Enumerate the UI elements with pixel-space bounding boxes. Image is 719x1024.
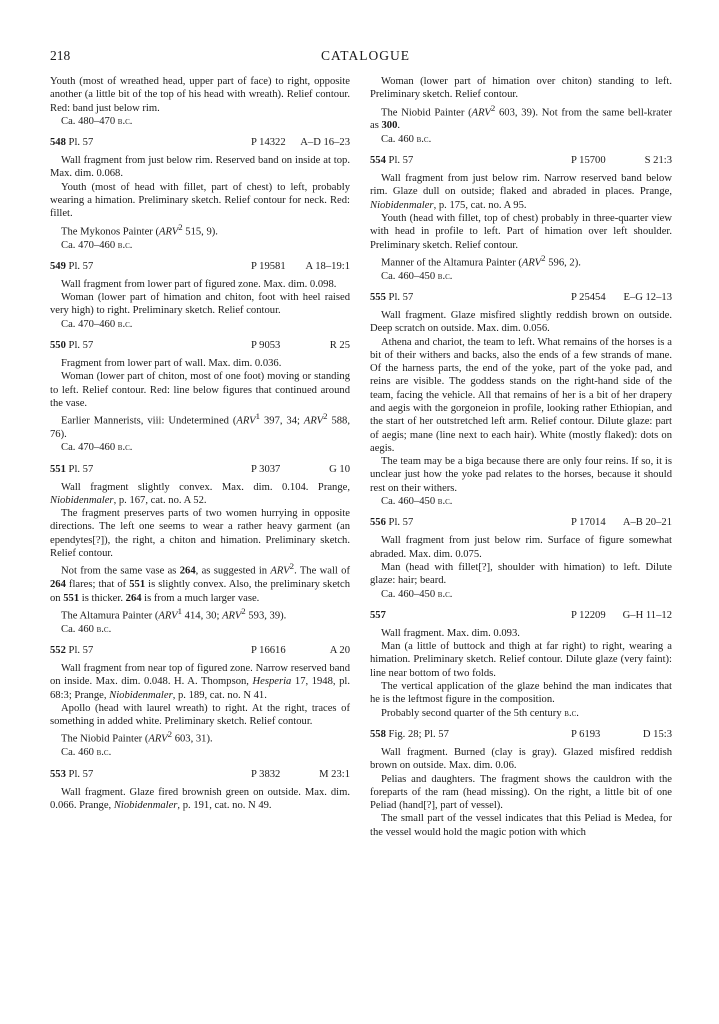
date: Ca. 460 b.c. xyxy=(381,133,432,145)
inventory-number: P 6193 xyxy=(571,728,601,740)
subject: Apollo (head with laurel wreath) to right. At the right, traces of something in added white. Preliminary sketch. Relief contour. xyxy=(50,702,350,728)
description: Wall fragment from lower part of figured zone. Max. dim. 0.098. xyxy=(61,278,337,290)
entry-547-continuation xyxy=(50,75,350,128)
page-number: 218 xyxy=(50,48,71,63)
subject: Youth (most of head with fillet, part of chest) to left, probably wearing a himation. Preliminary sketch. Relief contour for neck. Red: fillet. xyxy=(50,181,350,220)
attribution: The Altamura Painter (ARV$^1$ 414, 30; ARV$^2$ 593, 39). xyxy=(61,605,287,622)
inventory-number: P 12209 xyxy=(571,609,606,621)
entry-550 xyxy=(50,339,350,455)
plate-ref: Pl. 57 xyxy=(388,517,414,529)
subject: Athena and chariot, the team to left. What remains of the horses is a bit of their withers and backs, also the ends of a few strands of mane. Of the harness parts, the end of the yoke, part of the yoke pad, and reins are visible. The goddess stands on the right-hand side of the team, facing the vehicle. All that remains of her is a bit of her drapery and aegis with the gorgoneion in profile, looking rather Ethiopian, and the start of her outstretched left arm. Relief contour. Dilute glaze: part of aegis; mane (line next to each hair). White (mostly flaked): dots on aegis. xyxy=(370,336,672,454)
description: Wall fragment. Max. dim. 0.093. xyxy=(381,627,520,639)
entry-heading xyxy=(370,291,672,305)
plate-ref: Pl. 57 xyxy=(388,291,414,303)
commentary: The team may be a biga because there are only four reins. If so, it is unclear just how the yoke pad relates to the horses, because it should rest on their withers. xyxy=(370,456,672,494)
entry-552 xyxy=(50,644,350,760)
grid-ref: G 10 xyxy=(329,463,350,475)
description: Wall fragment. Glaze fired brownish green on outside. Max. dim. 0.066. Prange, Niobidenmaler, p. 191, cat. no. N 49. xyxy=(50,786,350,811)
plate-ref: Fig. 28; Pl. 57 xyxy=(388,728,449,740)
entry-heading xyxy=(370,609,672,623)
entry-554 xyxy=(370,154,672,283)
page-header xyxy=(50,48,681,70)
date: Ca. 460–450 b.c. xyxy=(381,588,453,600)
entry-heading xyxy=(370,728,672,742)
entry-number: 554 xyxy=(370,155,386,167)
grid-ref: A–D 16–23 xyxy=(300,137,350,149)
subject: Woman (lower part of chiton, most of one foot) moving or standing to left. Relief contour. Red: line below figures that continued around the vase. xyxy=(50,371,350,409)
entry-number: 553 xyxy=(50,768,66,780)
attribution: Manner of the Altamura Painter (ARV$^2$ 596, 2). xyxy=(381,252,581,269)
entry-heading xyxy=(50,463,350,477)
description: Wall fragment from just below rim. Reserved band on inside at top. Max. dim. 0.068. xyxy=(50,155,350,180)
left-column xyxy=(50,75,350,812)
date: Ca. 460–450 b.c. xyxy=(381,270,453,282)
grid-ref: E–G 12–13 xyxy=(623,291,672,303)
entry-548 xyxy=(50,136,350,252)
plate-ref: Pl. 57 xyxy=(68,137,94,149)
entry-heading xyxy=(50,644,350,658)
entry-number: 551 xyxy=(50,463,66,475)
grid-ref: M 23:1 xyxy=(319,768,350,780)
entry-heading xyxy=(50,136,350,150)
grid-ref: S 21:3 xyxy=(644,155,672,167)
entry-number: 552 xyxy=(50,644,66,656)
date: Ca. 460 b.c. xyxy=(61,747,112,759)
subject: Man (a little of buttock and thigh at far right) to right, wearing a himation. Preliminary sketch. Relief contour. Dilute glaze (very faint): line near bottom of two folds. xyxy=(370,641,672,679)
entry-number: 558 xyxy=(370,728,386,740)
entry-heading xyxy=(50,339,350,353)
entry-556 xyxy=(370,516,672,600)
grid-ref: R 25 xyxy=(329,339,350,351)
inventory-number: P 25454 xyxy=(571,291,606,303)
description: Youth (most of wreathed head, upper part of face) to right, opposite another (a little bit of the top of his head with wreath). Relief contour. Red: band just below rim. xyxy=(50,76,350,114)
inventory-number: P 16616 xyxy=(251,644,286,656)
inventory-number: P 15700 xyxy=(571,155,606,167)
date: Ca. 470–460 b.c. xyxy=(61,442,133,454)
entry-555 xyxy=(370,291,672,508)
inventory-number: P 3832 xyxy=(251,768,281,780)
plate-ref: Pl. 57 xyxy=(68,644,94,656)
grid-ref: D 15:3 xyxy=(642,728,672,740)
description: Wall fragment from just below rim. Surface of figure somewhat abraded. Max. dim. 0.075. xyxy=(370,535,672,560)
entry-551 xyxy=(50,463,350,636)
entry-heading xyxy=(50,768,350,782)
subject: Pelias and daughters. The fragment shows the cauldron with the foreparts of the ram (head missing). On the right, a little bit of one Peliad (hand[?], part of vessel). xyxy=(370,773,672,812)
right-column xyxy=(370,75,672,839)
description: Wall fragment from near top of figured zone. Narrow reserved band on inside. Max. dim. 0.048. H. A. Thompson, Hesperia 17, 1948, pl. 68:3; Prange, Niobidenmaler, p. 189, cat. no. N 41. xyxy=(50,662,350,701)
date: Ca. 470–460 b.c. xyxy=(61,239,133,251)
description: Fragment from lower part of wall. Max. dim. 0.036. xyxy=(61,357,282,369)
entry-heading xyxy=(50,260,350,274)
entry-heading xyxy=(370,154,672,168)
grid-ref: A–B 20–21 xyxy=(622,517,672,529)
grid-ref: A 18–19:1 xyxy=(305,260,350,272)
date: Ca. 480–470 b.c. xyxy=(61,115,133,127)
date: Ca. 460–450 b.c. xyxy=(381,496,453,508)
subject: Man (head with fillet[?], shoulder with himation) to left. Dilute glaze: hair; beard. xyxy=(370,561,672,587)
entry-557 xyxy=(370,609,672,720)
plate-ref: Pl. 57 xyxy=(388,155,414,167)
entry-number: 548 xyxy=(50,137,66,149)
grid-ref: A 20 xyxy=(329,644,350,656)
attribution: Earlier Mannerists, viii: Undetermined (ARV$^1$ 397, 34; ARV$^2$ 588, 76). xyxy=(50,411,350,440)
plate-ref: Pl. 57 xyxy=(68,339,94,351)
date: Ca. 470–460 b.c. xyxy=(61,318,133,330)
description: Wall fragment slightly convex. Max. dim. 0.104. Prange, Niobidenmaler, p. 167, cat. no. A 52. xyxy=(50,481,350,506)
plate-ref: Pl. 57 xyxy=(68,260,94,272)
description: Wall fragment from just below rim. Narrow reserved band below rim. Glaze dull on outside; flaked and abraded in places. Prange, Niobidenmaler, p. 175, cat. no. A 95. xyxy=(370,173,672,211)
grid-ref: G–H 11–12 xyxy=(622,609,672,621)
plate-ref: Pl. 57 xyxy=(68,463,94,475)
entry-553 xyxy=(50,768,350,813)
description: Wall fragment. Burned (clay is gray). Glazed misfired reddish brown on outside. Max. dim. 0.06. xyxy=(370,746,672,772)
entry-553-continuation xyxy=(370,75,672,146)
entry-number: 556 xyxy=(370,517,386,529)
subject: Youth (head with fillet, top of chest) probably in three-quarter view with head in profile to left. Part of himation over left shoulder. Preliminary sketch. Relief contour. xyxy=(370,212,672,251)
attribution: The Mykonos Painter (ARV$^2$ 515, 9). xyxy=(61,221,218,238)
subject: Woman (lower part of himation and chiton, foot with heel raised very high) to right. Preliminary sketch. Relief contour. xyxy=(50,292,350,317)
entry-number: 549 xyxy=(50,260,66,272)
plate-ref: Pl. 57 xyxy=(68,768,94,780)
entry-number: 550 xyxy=(50,339,66,351)
entry-number: 557 xyxy=(370,609,386,621)
inventory-number: P 9053 xyxy=(251,339,281,351)
entry-549 xyxy=(50,260,350,331)
attribution: The Niobid Painter (ARV$^2$ 603, 39). Not from the same bell-krater as 300. xyxy=(370,102,672,132)
commentary: The vertical application of the glaze behind the man indicates that he is the leftmost figure in the composition. xyxy=(370,681,672,706)
inventory-number: P 3037 xyxy=(251,463,281,475)
entry-number: 555 xyxy=(370,291,386,303)
description: Wall fragment. Glaze misfired slightly reddish brown on outside. Deep scratch on outside. Max. dim. 0.056. xyxy=(370,309,672,335)
subject: Woman (lower part of himation over chiton) standing to left. Preliminary sketch. Relief contour. xyxy=(370,76,672,101)
date: Ca. 460 b.c. xyxy=(61,623,112,635)
commentary: Not from the same vase as 264, as suggested in ARV$^2$. The wall of 264 flares; that of 551 is slightly convex. Also, the preliminary sketch on 551 is thicker. 264 is from a much larger vase. xyxy=(50,561,351,604)
entry-558 xyxy=(370,728,672,839)
inventory-number: P 19581 xyxy=(251,260,286,272)
inventory-number: P 14322 xyxy=(251,137,286,149)
commentary: The small part of the vessel indicates that this Peliad is Medea, for the vessel would hold the magic potion with which xyxy=(370,813,672,838)
entry-heading xyxy=(370,516,672,530)
subject: The fragment preserves parts of two women hurrying in opposite directions. The left one seems to wear a rather heavy garment (an ependytes[?]), the right, a chiton and himation. Preliminary sketch. Relief contour. xyxy=(50,508,350,560)
inventory-number: P 17014 xyxy=(571,517,606,529)
running-title: CATALOGUE xyxy=(321,48,410,63)
date: Probably second quarter of the 5th century b.c. xyxy=(381,707,579,719)
attribution: The Niobid Painter (ARV$^2$ 603, 31). xyxy=(61,729,213,745)
